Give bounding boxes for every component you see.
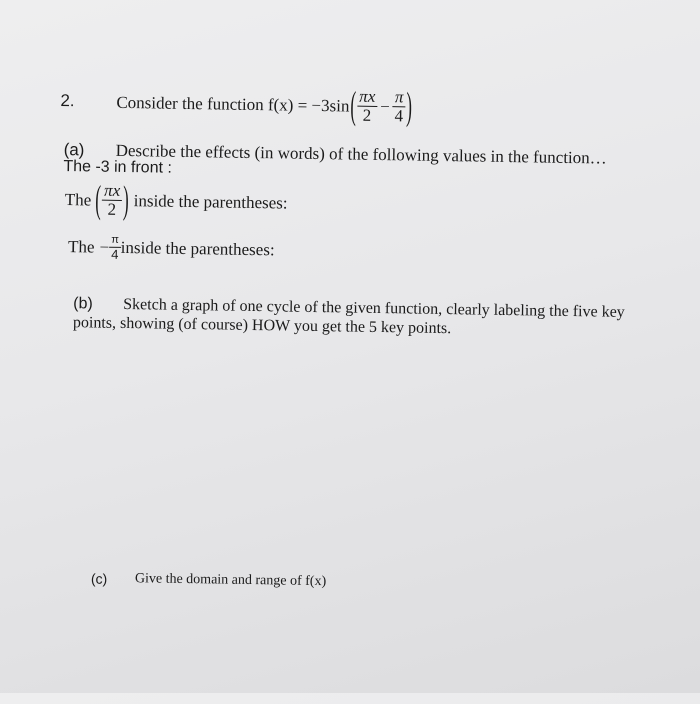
fraction-pi-over-4 [109, 235, 121, 262]
fraction-numerator: πx [357, 88, 377, 107]
fraction-pi-over-4 [392, 88, 405, 126]
item-2-suffix: inside the parentheses: [133, 190, 288, 213]
fraction-numerator: πx [102, 182, 122, 201]
part-a-label: (a) [63, 140, 85, 160]
minus-sign: − [99, 238, 110, 258]
fraction-pi-x-over-2 [102, 182, 123, 220]
fraction-denominator: 2 [362, 105, 372, 125]
fraction-denominator: 4 [394, 106, 404, 126]
part-a-item-2 [64, 177, 288, 222]
fraction-numerator: π [109, 235, 121, 248]
fraction-pi-x-over-2 [357, 88, 378, 126]
right-paren-icon: ) [122, 177, 130, 222]
part-c-label: (c) [90, 570, 108, 587]
right-paren-icon: ) [405, 84, 413, 128]
item-3-suffix: inside the parentheses: [120, 238, 275, 260]
problem-intro: Consider the function f(x) = −3sin [116, 92, 350, 116]
left-paren-icon: ( [350, 83, 357, 128]
part-c-question: Give the domain and range of f(x) [134, 571, 327, 590]
item-2-prefix: The [64, 189, 92, 210]
fraction-numerator: π [393, 88, 406, 107]
part-b-line-1: Sketch a graph of one cycle of the given function, clearly labeling the five key [123, 295, 625, 321]
fraction-denominator: 2 [107, 199, 117, 219]
part-a-item-1: The -3 in front : [63, 158, 173, 177]
part-a-item-3 [68, 234, 275, 264]
part-a-question: Describe the effects (in words) of the following values in the function… [115, 140, 607, 168]
fraction-denominator: 4 [111, 246, 119, 262]
left-paren-icon: ( [94, 177, 102, 222]
problem-statement [116, 84, 413, 126]
item-3-prefix: The [67, 237, 95, 257]
part-b-label: (b) [73, 295, 93, 313]
problem-number: 2. [60, 90, 75, 111]
minus-sign: − [380, 96, 390, 116]
part-b-line-2: points, showing (of course) HOW you get the 5 key points. [72, 314, 452, 338]
